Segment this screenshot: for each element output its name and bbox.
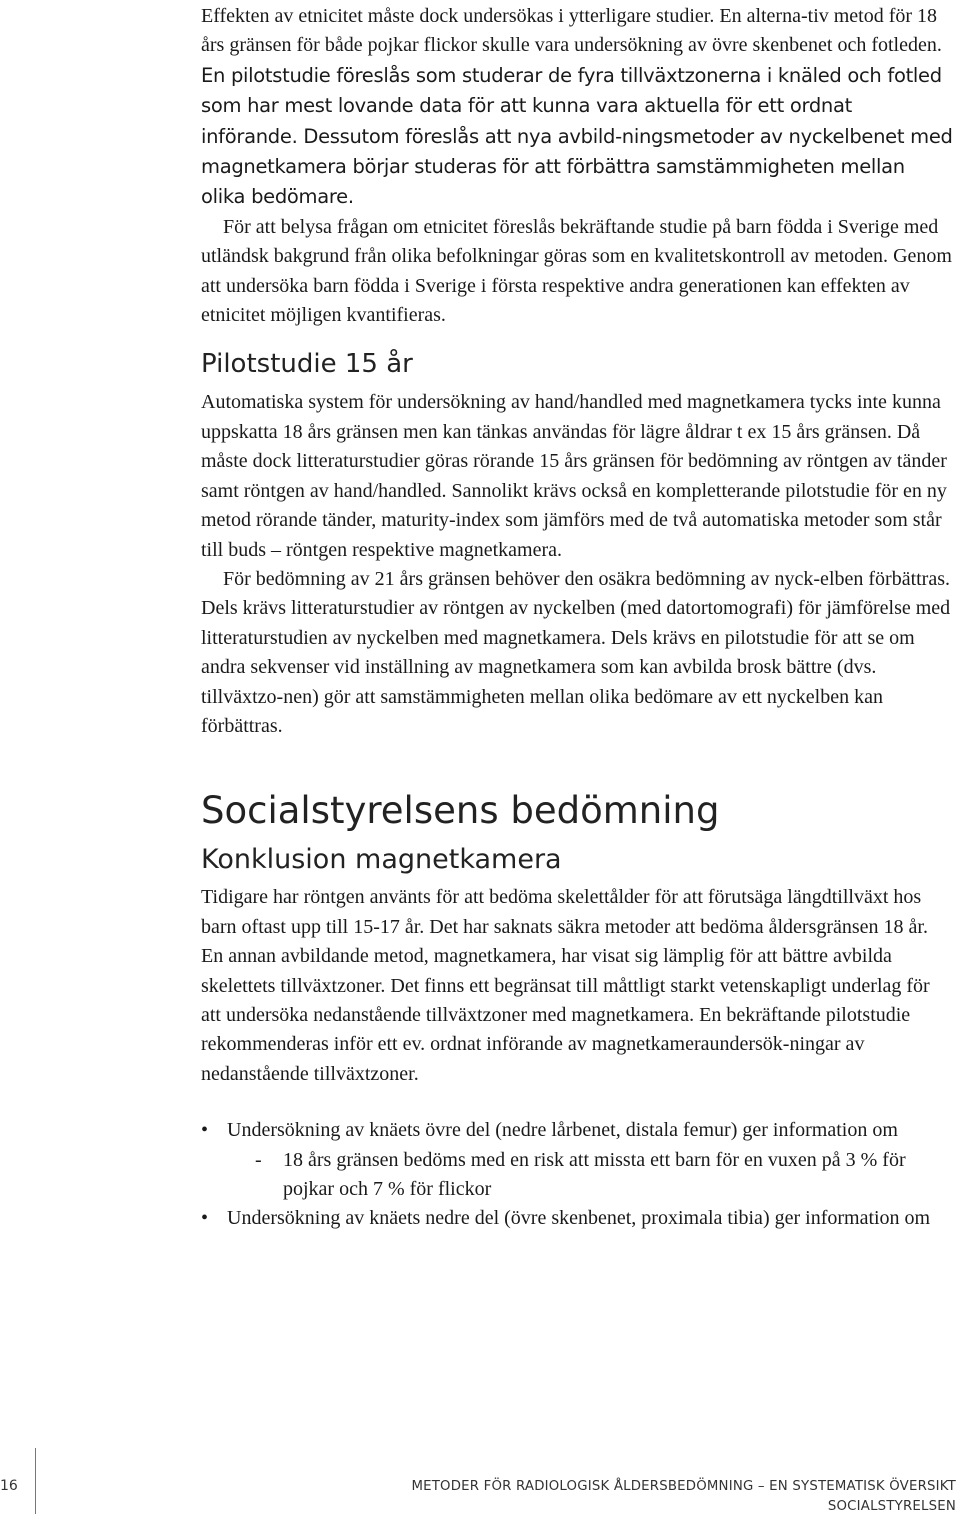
footer-divider: [35, 1448, 36, 1514]
pilot-paragraph-2: För bedömning av 21 års gränsen behöver den osäkra bedömning av nyck-elben förbättras. Dels krävs litteraturstudier av röntgen av nyckelben (med datortomografi) för jämförelse med litteraturstudien av nyckelben med magnetkamera. Dels krävs en pilotstudie för att se om andra sekvenser vid inställning av magnetkamera som kan avbilda brosk bättre (dvs. tillväxtzo-nen) gör att samstämmigheten mellan olika bedömare av ett nyckelben kan förbättras.: [201, 567, 951, 737]
bullet-text: Undersökning av knäets övre del (nedre lårbenet, distala femur) ger information om: [227, 1119, 898, 1142]
ethnicity-paragraph: [201, 213, 953, 331]
footer-organization: SOCIALSTYRELSEN: [827, 1499, 956, 1514]
ethnicity-text-a: För att belysa frågan om etnicitet föreslås bekräftande studie på barn födda i Sverige med utländsk bakgrund från olika befolkningar göras som en kvalitetskontroll av metoden.: [201, 215, 939, 268]
intro-paragraph: [201, 2, 953, 213]
conclusion-paragraph: Tidigare har röntgen använts för att bedöma skelettålder för att förutsäga längdtillväxt hos barn oftast upp till 15-17 år. Det har saknats säkra metoder att bedöma åldersgränsen 18 år. En annan avbildande metod, magnetkamera, har visat sig lämplig för att bättre avbilda skelettets tillväxtzoner. Det finns ett begränsat till måttligt starkt vetenskapligt underlag för att undersöka nedanstående tillväxtzoner med magnetkamera. En bekräftande pilotstudie rekommenderas inför ett ev. ordnat införande av magnetkameraundersök-ningar av nedanstående tillväxtzoner.: [201, 886, 930, 1085]
heading-pilot-study: Pilotstudie 15 år: [201, 349, 413, 380]
list-item: [201, 1204, 953, 1233]
bullet-list: [201, 1116, 953, 1234]
intro-sans-text: En pilotstudie föreslås som studerar de fyra tillväxtzonerna i knäled och fotled som har mest lovande data för att kunna vara aktuella för ett ordnat införande. Dessutom föreslås att nya avbild-ningsmetoder av nyckelbenet med magnetkamera börjar studeras för att förbättra samstämmigheten mellan olika bedömare.: [201, 63, 953, 209]
pilot-paragraph-1: Automatiska system för undersökning av hand/handled med magnetkamera tycks inte kunna uppskatta 18 års gränsen men kan tänkas användas för lägre åldrar t ex 15 års gränsen. Då måste dock litteraturstudier göras rörande 15 års gränsen för bedömning av röntgen av tänder samt röntgen av hand/handled. Sannolikt krävs också en kompletterande pilotstudie för en ny metod rörande tänder, maturity-index som jämförs med de två automatiska metoder som står till buds – röntgen respektive magnetkamera.: [201, 391, 947, 561]
heading-conclusion: Konklusion magnetkamera: [201, 844, 562, 876]
heading-assessment: Socialstyrelsens bedömning: [201, 789, 720, 833]
intro-serif-text: Effekten av etnicitet måste dock undersökas i ytterligare studier. En alterna-tiv metod för 18 års gränsen för både pojkar flickor skulle vara undersökning av övre skenbenet och fotleden.: [201, 5, 942, 57]
sub-list-item: - 18 års gränsen bedöms med en risk att missta ett barn för en vuxen på 3 % för pojkar och 7 % för flickor: [227, 1146, 953, 1205]
page-number: 16: [0, 1478, 18, 1494]
list-item: [201, 1116, 953, 1204]
bullet-text: Undersökning av knäets nedre del (övre skenbenet, proximala tibia) ger information om: [227, 1207, 931, 1230]
main-column: [201, 2, 953, 1234]
footer-title: METODER FÖR RADIOLOGISK ÅLDERSBEDÖMNING – EN SYSTEMATISK ÖVERSIKT: [411, 1479, 956, 1494]
ethnicity-text-b: Genom att undersöka barn födda i Sverige i första respektive andra generationen kan effekten av etnicitet möjligen kvantifieras.: [201, 245, 952, 327]
sub-list: [227, 1146, 953, 1205]
